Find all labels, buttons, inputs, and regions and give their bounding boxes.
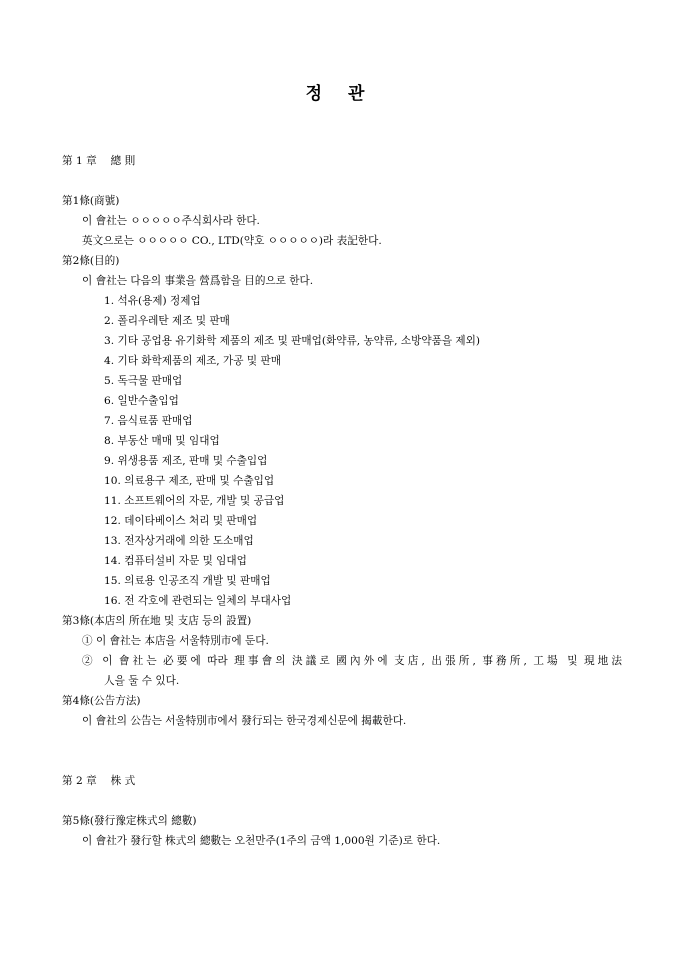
article-1-heading: 第1條(商號)	[62, 195, 120, 207]
list-item: 1. 석유(용제) 정제업	[104, 295, 201, 307]
list-item: 5. 독극물 판매업	[104, 375, 183, 387]
list-item: 9. 위생용품 제조, 판매 및 수출입업	[104, 455, 268, 467]
list-item: 8. 부동산 매매 및 임대업	[104, 435, 220, 447]
list-item: 2. 폴리우레탄 제조 및 판매	[104, 315, 230, 327]
article-3-paragraph-2-line: ② 이 會社는 必要에 따라 理事會의 決議로 國內外에 支店, 出張所, 事務所, 工場 및 現地法	[82, 655, 622, 667]
list-item: 14. 컴퓨터설비 자문 및 임대업	[104, 555, 247, 567]
article-2-intro: 이 會社는 다음의 事業을 營爲함을 目的으로 한다.	[82, 275, 314, 287]
list-item: 6. 일반수출입업	[104, 395, 179, 407]
article-5-heading: 第5條(發行豫定株式의 總數)	[62, 815, 197, 827]
article-4-line: 이 會社의 公告는 서울特別市에서 發行되는 한국경제신문에 揭載한다.	[82, 715, 407, 727]
chapter-2-heading: 第 2 章 株 式	[62, 775, 136, 787]
article-4-heading: 第4條(公告方法)	[62, 695, 141, 707]
chapter-1-heading: 第 1 章 總 則	[62, 155, 136, 167]
article-2-heading: 第2條(目的)	[62, 255, 120, 267]
list-item: 12. 데이타베이스 처리 및 판매업	[104, 515, 258, 527]
list-item: 3. 기타 공업용 유기화학 제품의 제조 및 판매업(화약류, 농약류, 소방약품을 제외)	[104, 335, 481, 347]
list-item: 4. 기타 화학제품의 제조, 가공 및 판매	[104, 355, 281, 367]
list-item: 16. 전 각호에 관련되는 일체의 부대사업	[104, 595, 292, 607]
article-1-line: 이 會社는 ㅇㅇㅇㅇㅇ주식회사라 한다.	[82, 215, 260, 227]
document-title: 정 관	[305, 84, 375, 104]
list-item: 11. 소프트웨어의 자문, 개발 및 공급업	[104, 495, 285, 507]
article-5-line: 이 會社가 發行할 株式의 總數는 오천만주(1주의 금액 1,000원 기준)로 한다.	[82, 835, 441, 847]
article-3-paragraph-2	[82, 654, 622, 668]
list-item: 10. 의료용구 제조, 판매 및 수출입업	[104, 475, 275, 487]
article-1-line: 英文으로는 ㅇㅇㅇㅇㅇ CO., LTD(약호 ㅇㅇㅇㅇㅇ)라 表記한다.	[82, 235, 382, 247]
article-3-paragraph-1: ① 이 會社는 本店을 서울特別市에 둔다.	[82, 635, 269, 647]
article-3-heading: 第3條(本店의 所在地 및 支店 등의 設置)	[62, 615, 252, 627]
list-item: 7. 음식료품 판매업	[104, 415, 193, 427]
article-3-paragraph-2-continuation: 人을 둘 수 있다.	[104, 675, 180, 687]
list-item: 15. 의료용 인공조직 개발 및 판매업	[104, 575, 271, 587]
list-item: 13. 전자상거래에 의한 도소매업	[104, 535, 254, 547]
